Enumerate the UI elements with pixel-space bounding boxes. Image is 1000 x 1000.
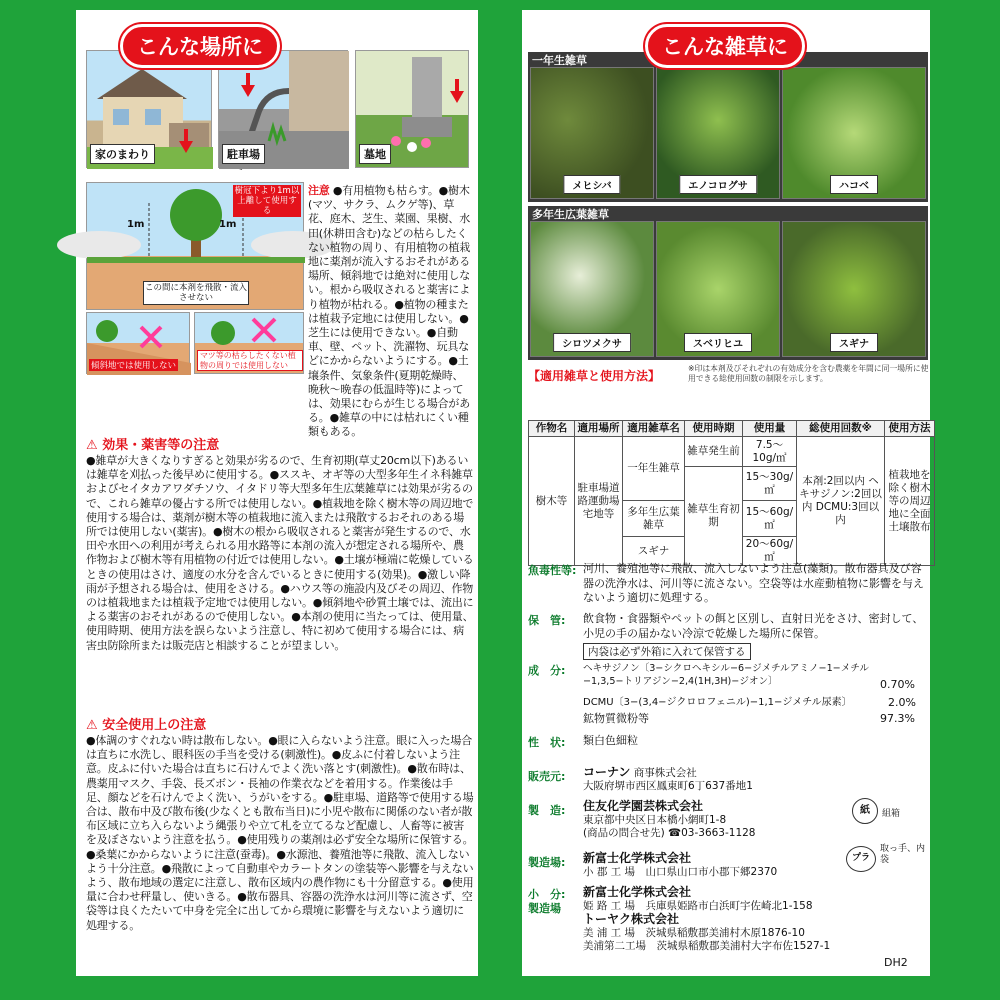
table-header: 総使用回数※ bbox=[797, 421, 885, 437]
weed-label: スベリヒユ bbox=[684, 333, 752, 352]
fish-label: 魚毒性等: bbox=[528, 564, 577, 577]
seller-suffix: 商事株式会社 bbox=[633, 767, 697, 779]
comp3: 鉱物質微粉等 bbox=[583, 712, 649, 725]
table-header: 適用雑草名 bbox=[623, 421, 685, 437]
comp-label: 成 分: bbox=[528, 664, 566, 677]
comp2: DCMU〔3−(3,4−ジクロロフェニル)−1,1−ジメチル尿素〕 bbox=[583, 697, 852, 708]
method-note: ※印は本剤及びそれぞれの有効成分を含む農薬を年間に同一場所に使用できる総使用回数の制限を示します。 bbox=[688, 364, 929, 383]
seller-label: 販売元: bbox=[528, 770, 566, 783]
places-title: こんな場所に bbox=[120, 24, 280, 68]
plant-label: 製造場: bbox=[528, 856, 566, 869]
slope-note: 傾斜地では使用しない bbox=[91, 361, 177, 371]
table-cell: スギナ bbox=[623, 537, 685, 566]
safety-text: ●体調のすぐれない時は散布しない。●眼に入らないよう注意。眼に入った場合は直ちに水洗し、眼科医の手当を受ける(刺激性)。●皮ふに付着しないよう注意。皮ふに付いた場合は直ちに石けんでよく洗い落とす(刺激性)。●散布時は、農薬用マスク、手袋、長ズボン・長袖の作業衣などを着用する。作業後は手足、顔などを石けんでよく洗い、うがいをする。●駐車場、道路等で使用する場合は、散布中及び散布後(少なくとも散布当日)に小児や散布に関係のない者が散布区域に立ち入らないよう縄張りや立て札を立てるなど配慮し、人畜等に被害を及ぼさないよう注意を払う。●使用残りの薬剤は必ず安全な場所に保管する。●桑葉にかからないように注意(蚕毒)。●水源池、養殖池等に飛散、流入しないよう十分注意。●飛散によって自動車やカラートタンの塗装等へ影響を与えないよう、散布地域の選定に注意し、散布区域内の農作物にも十分留意する。●使用量に合わせ秤量し、使いきる。●散布器具、容器の洗浄水は河川等に流さず、空袋等は良くたたいて中身を完全に出してから環境に影響を与えないよう適切に処理する。 bbox=[86, 734, 474, 932]
comp2-pct: 2.0% bbox=[888, 696, 916, 709]
scene-label: 駐車場 bbox=[222, 144, 265, 164]
warning-icon: ⚠ bbox=[86, 718, 98, 733]
safety-heading bbox=[86, 714, 472, 733]
table-header: 使用量 bbox=[743, 421, 797, 437]
prop-text: 類白色細粒 bbox=[583, 734, 638, 747]
weeds-title: こんな雑草に bbox=[645, 24, 805, 68]
weed-label: ハコベ bbox=[830, 175, 878, 194]
maker-address: 東京都中央区日本橋小網町1-8 bbox=[583, 814, 727, 826]
table-header: 使用方法 bbox=[885, 421, 935, 437]
caution-label: 注意 bbox=[308, 184, 330, 197]
table-header-row bbox=[529, 421, 935, 437]
table-cell: 本剤:2回以内 ヘキサジノン:2回以内 DCMU:3回以内 bbox=[797, 437, 885, 566]
paper-recycle-icon: 紙 bbox=[852, 798, 878, 824]
table-cell: 雑草生育初期 bbox=[685, 467, 743, 566]
distance-right: 1m bbox=[219, 219, 237, 230]
recycle2-note: 取っ手、内袋 bbox=[880, 844, 926, 865]
toyaku-name: トーヤク株式会社 bbox=[583, 912, 680, 926]
caution-text: ●有用植物も枯らす。●樹木(マツ、サクラ、ムクゲ等)、草花、庭木、芝生、菜園、果樹、水田(休耕田含む)などの枯らしたくない植物の周り、有用植物の植栽地に薬剤が流入するおそれがある場所、傾斜地では絶対に使用しない。根から吸収されると薬害により植物が枯れる。●植物の種または植栽予定地には使用しない。●芝生には使用できない。●自動車、壁、ペット、洗濯物、玩具などにかからないようにする。●土壌条件、気象条件(夏期乾燥時、晩秋〜晩春の低温時等)によっては、効果にむらが生じる場合がある。●雑草の中には枯れにくい種類もある。 bbox=[308, 184, 470, 439]
comp1: ヘキサジノン〔3−シクロヘキシル−6−ジメチルアミノ−1−メチル−1,3,5−トリアジン−2,4(1H,3H)−ジオン〕 bbox=[583, 663, 870, 687]
diagram-band-note: この間に本剤を飛散・流入させない bbox=[145, 283, 248, 303]
warning-icon: ⚠ bbox=[86, 438, 98, 453]
table-cell: 一年生雑草 bbox=[623, 437, 685, 501]
safety-title: 安全使用上の注意 bbox=[102, 718, 207, 733]
small-block bbox=[583, 886, 830, 953]
weed-label: シロツメクサ bbox=[553, 333, 631, 352]
distance-left: 1m bbox=[127, 219, 145, 230]
store-text: 飲食物・食器類やペットの餌と区別し、直射日光をさけ、密封して、小児の手の届かない冷涼で乾燥した場所に保管。 bbox=[583, 612, 924, 640]
table-cell: 樹木等 bbox=[529, 437, 575, 566]
weed-photo-sugina bbox=[782, 221, 926, 357]
store-label: 保 管: bbox=[528, 614, 566, 627]
arrow-icon bbox=[450, 91, 464, 103]
comp1-pct: 0.70% bbox=[880, 678, 915, 691]
product-code: DH2 bbox=[884, 956, 908, 969]
table-cell: 駐車場道路運動場宅地等 bbox=[575, 437, 623, 566]
small-name: 新富士化学株式会社 bbox=[583, 885, 692, 899]
table-cell: 雑草発生前 bbox=[685, 437, 743, 467]
comp3-pct: 97.3% bbox=[880, 712, 915, 725]
perennial-title: 多年生広葉雑草 bbox=[532, 208, 609, 221]
arrow-icon bbox=[179, 141, 193, 153]
table-row bbox=[529, 437, 935, 467]
arrow-icon bbox=[241, 85, 255, 97]
small-label-2: 製造場 bbox=[528, 902, 561, 915]
plant-address: 小 郡 工 場 山口県山口市小郡下郷2370 bbox=[583, 866, 778, 878]
recycle1-note: 組箱 bbox=[882, 809, 901, 819]
fish-text: 河川、養殖池等に飛散、流入しないよう注意(藻類)。散布器具及び容器の洗浄水は、河川等に流さない。空袋等は水産動植物に影響を与えないよう適切に処理する。 bbox=[583, 562, 924, 604]
plastic-recycle-icon: プラ bbox=[846, 846, 876, 872]
maker-block bbox=[583, 800, 756, 840]
weed-photo-shirotsumekusa bbox=[530, 221, 654, 357]
effect-text: ●雑草が大きくなりすぎると効果が劣るので、生育初期(草丈20cm以下)あるいは雑草を刈払った後早めに使用する。●ススキ、オギ等の大型多年生イネ科雑草およびセイタカアワダチソウ、イタドリ等大型多年生広葉雑草には効果が劣るので、これら雑草の優占する所では使用しない。●植栽地を除く樹木等の周辺地で使用する場合は、薬剤が樹木等の植栽地に流入または飛散するおそれのある場所では使用しない(薬害)。●樹木の根から吸収されると薬害が発生するので、水田や水田への利用が考えられる用水路等に本剤の流入が想定される場所や、農作物および樹木等有用植物の付近では使用しない。●土壌が極端に乾燥しているときの使用はさけ、適度の水分を含んでいるときに使用する(効果)。●激しい降雨が予想される場合は、使用をさける。●ハウス等の施設内及びその周辺、作物のは植栽地または植栽予定地では使用しない。●傾斜地や砂質土壌では、流出による薬害のおそれがあるので使用しない。●本剤の使用に当たっては、使用量、使用時期、使用方法を誤らないよう注意し、特に初めて使用する場合には、病害虫防除所または販売店と相談することが望ましい。 bbox=[86, 454, 474, 652]
seller-name: コーナン bbox=[583, 765, 631, 779]
scene-label: 家のまわり bbox=[90, 144, 155, 164]
diagram-top-note: 樹冠下より1m以上離して使用する bbox=[234, 186, 300, 216]
application-table bbox=[528, 420, 935, 566]
slope-diagram bbox=[86, 312, 190, 374]
seller-address: 大阪府堺市西区鳳東町6丁637番地1 bbox=[583, 780, 753, 792]
seller-block bbox=[583, 766, 753, 793]
table-cell: 15〜30g/㎡ bbox=[743, 467, 797, 501]
maker-label: 製 造: bbox=[528, 804, 566, 817]
tree-diagram bbox=[86, 182, 304, 310]
table-cell: 植栽地を除く樹木等の周辺地に全面土壌散布 bbox=[885, 437, 935, 566]
weed-photo-enokorogusa bbox=[656, 67, 780, 199]
effect-heading bbox=[86, 434, 472, 453]
table-header: 使用時期 bbox=[685, 421, 743, 437]
plant-block bbox=[583, 852, 777, 879]
caution-block bbox=[308, 184, 474, 439]
small-address: 姫 路 工 場 兵庫県姫路市白浜町宇佐崎北1-158 bbox=[583, 900, 813, 912]
pine-note: マツ等の枯らしたくない植物の周りでは使用しない bbox=[197, 350, 303, 371]
plant-name: 新富士化学株式会社 bbox=[583, 851, 692, 865]
table-cell: 7.5〜10g/㎡ bbox=[743, 437, 797, 467]
method-title: 【適用雑草と使用方法】 bbox=[528, 369, 661, 383]
small-label: 小 分: bbox=[528, 888, 566, 901]
toyaku-address-2: 美浦第二工場 茨城県稲敷郡美浦村大字布佐1527-1 bbox=[583, 940, 831, 952]
pine-diagram bbox=[194, 312, 304, 374]
weed-photo-mehishiba bbox=[530, 67, 654, 199]
effect-title: 効果・薬害等の注意 bbox=[102, 438, 220, 453]
weed-label: メヒシバ bbox=[563, 175, 620, 194]
table-cell: 多年生広葉雑草 bbox=[623, 501, 685, 537]
maker-name: 住友化学園芸株式会社 bbox=[583, 799, 704, 813]
weed-label: スギナ bbox=[830, 333, 878, 352]
weed-label: エノコログサ bbox=[679, 175, 757, 194]
annual-title: 一年生雑草 bbox=[532, 54, 587, 67]
prop-label: 性 状: bbox=[528, 736, 566, 749]
table-header: 作物名 bbox=[529, 421, 575, 437]
store-box: 内袋は必ず外箱に入れて保管する bbox=[583, 643, 751, 660]
scene-grave bbox=[355, 50, 469, 168]
maker-phone: (商品の問合せ先) ☎03-3663-1128 bbox=[583, 827, 756, 839]
scene-label: 墓地 bbox=[359, 144, 391, 164]
toyaku-address-1: 美 浦 工 場 茨城県稲敷郡美浦村木原1876-10 bbox=[583, 927, 805, 939]
table-cell: 15〜60g/㎡ bbox=[743, 501, 797, 537]
table-cell: 20〜60g/㎡ bbox=[743, 537, 797, 566]
table-header: 適用場所 bbox=[575, 421, 623, 437]
weed-photo-hakobe bbox=[782, 67, 926, 199]
weed-photo-suberihiyu bbox=[656, 221, 780, 357]
